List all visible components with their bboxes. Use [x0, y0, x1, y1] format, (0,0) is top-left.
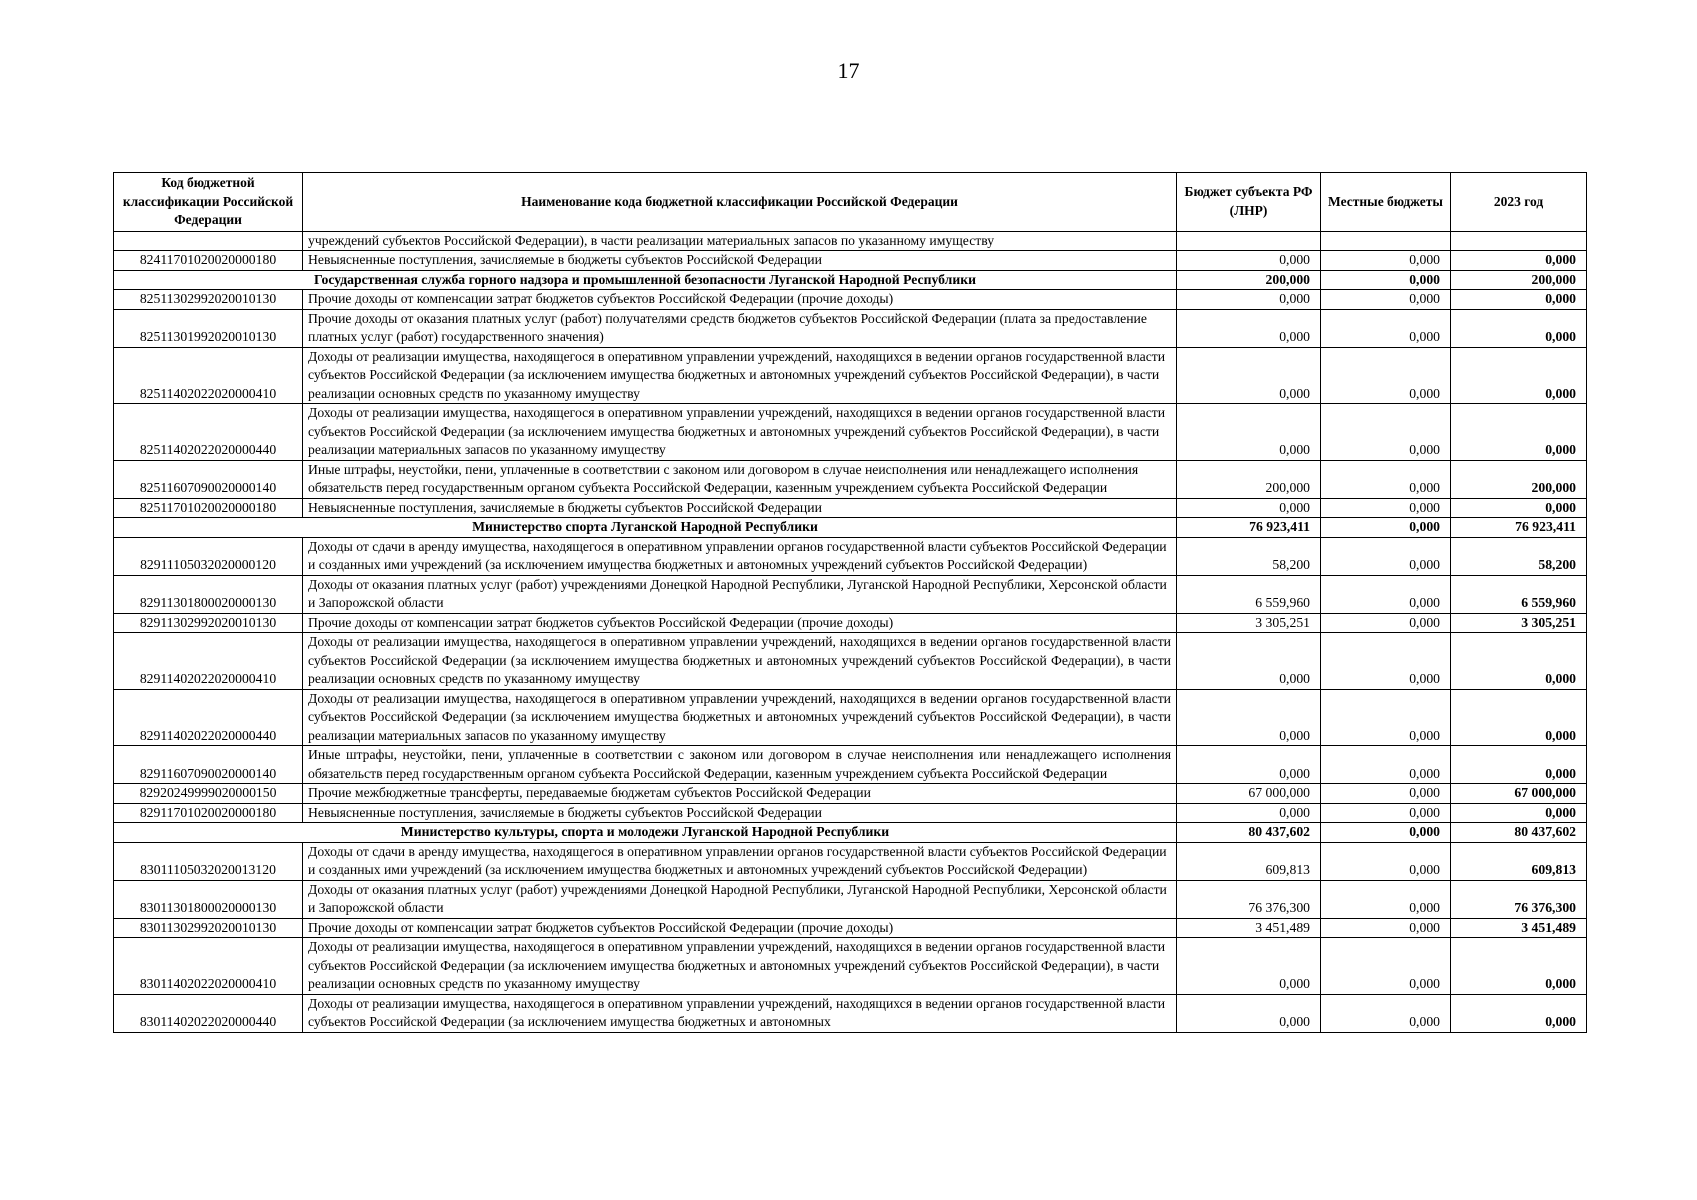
code-name: Доходы от реализации имущества, находящегося в оперативном управлении учреждений, находящихся в ведении органов государственной власти субъектов Российской Федерации (за исключением имущества бюджетных и автономных учреждений субъектов Российской Федерации), в части реализации материальных запасов по указанному имуществу — [303, 689, 1177, 746]
subject-budget-value: 0,000 — [1177, 938, 1321, 995]
table-row — [114, 460, 1587, 498]
subject-budget-value: 76 376,300 — [1177, 880, 1321, 918]
code-name: Иные штрафы, неустойки, пени, уплаченные в соответствии с законом или договором в случае неисполнения или ненадлежащего исполнения обязательств перед государственным органом субъекта Российской Федерации, казенным учреждением субъекта Российской Федерации — [303, 746, 1177, 784]
budget-code: 83011301800020000130 — [114, 880, 303, 918]
header-year: 2023 год — [1451, 173, 1587, 232]
year-total-value: 76 376,300 — [1451, 880, 1587, 918]
subject-budget-value: 200,000 — [1177, 270, 1321, 290]
table-row — [114, 633, 1587, 690]
year-total-value: 200,000 — [1451, 270, 1587, 290]
table-body — [114, 231, 1587, 1032]
budget-code: 82911301800020000130 — [114, 575, 303, 613]
year-total-value: 0,000 — [1451, 689, 1587, 746]
subject-budget-value: 0,000 — [1177, 803, 1321, 823]
subject-budget-value: 3 451,489 — [1177, 918, 1321, 938]
budget-code: 82511302992020010130 — [114, 290, 303, 310]
table-row — [114, 231, 1587, 251]
local-budgets-value: 0,000 — [1321, 537, 1451, 575]
header-name: Наименование кода бюджетной классификации Российской Федерации — [303, 173, 1177, 232]
local-budgets-value: 0,000 — [1321, 290, 1451, 310]
code-name: Доходы от реализации имущества, находящегося в оперативном управлении учреждений, находящихся в ведении органов государственной власти субъектов Российской Федерации (за исключением имущества бюджетных и автономных учреждений субъектов Российской Федерации), в части реализации основных средств по указанному имуществу — [303, 633, 1177, 690]
year-total-value: 3 305,251 — [1451, 613, 1587, 633]
budget-code: 82511402022020000440 — [114, 404, 303, 461]
year-total-value: 80 437,602 — [1451, 823, 1587, 843]
subject-budget-value: 200,000 — [1177, 460, 1321, 498]
local-budgets-value: 0,000 — [1321, 823, 1451, 843]
year-total-value: 0,000 — [1451, 498, 1587, 518]
code-name: Доходы от оказания платных услуг (работ) учреждениями Донецкой Народной Республики, Луганской Народной Республики, Херсонской области и Запорожской области — [303, 880, 1177, 918]
subject-budget-value: 0,000 — [1177, 994, 1321, 1032]
year-total-value: 0,000 — [1451, 347, 1587, 404]
subject-budget-value: 0,000 — [1177, 290, 1321, 310]
subject-budget-value: 0,000 — [1177, 633, 1321, 690]
code-name: Невыясненные поступления, зачисляемые в бюджеты субъектов Российской Федерации — [303, 803, 1177, 823]
section-row — [114, 518, 1587, 538]
year-total-value: 0,000 — [1451, 803, 1587, 823]
local-budgets-value: 0,000 — [1321, 803, 1451, 823]
local-budgets-value: 0,000 — [1321, 404, 1451, 461]
table-header — [114, 173, 1587, 232]
year-total-value: 0,000 — [1451, 938, 1587, 995]
subject-budget-value: 0,000 — [1177, 404, 1321, 461]
table-row — [114, 746, 1587, 784]
table-row — [114, 613, 1587, 633]
year-total-value: 0,000 — [1451, 290, 1587, 310]
code-name: Прочие межбюджетные трансферты, передаваемые бюджетам субъектов Российской Федерации — [303, 784, 1177, 804]
code-name: Доходы от оказания платных услуг (работ) учреждениями Донецкой Народной Республики, Луганской Народной Республики, Херсонской области и Запорожской области — [303, 575, 1177, 613]
year-total-value: 0,000 — [1451, 251, 1587, 271]
section-title: Министерство культуры, спорта и молодежи Луганской Народной Республики — [114, 823, 1177, 843]
year-total-value — [1451, 231, 1587, 251]
budget-code: 83011302992020010130 — [114, 918, 303, 938]
year-total-value: 0,000 — [1451, 309, 1587, 347]
local-budgets-value: 0,000 — [1321, 880, 1451, 918]
local-budgets-value: 0,000 — [1321, 784, 1451, 804]
year-total-value: 67 000,000 — [1451, 784, 1587, 804]
table-row — [114, 309, 1587, 347]
subject-budget-value: 0,000 — [1177, 498, 1321, 518]
year-total-value: 3 451,489 — [1451, 918, 1587, 938]
section-row — [114, 270, 1587, 290]
subject-budget-value: 0,000 — [1177, 746, 1321, 784]
subject-budget-value: 0,000 — [1177, 689, 1321, 746]
budget-code — [114, 231, 303, 251]
year-total-value: 76 923,411 — [1451, 518, 1587, 538]
subject-budget-value: 3 305,251 — [1177, 613, 1321, 633]
table-row — [114, 938, 1587, 995]
budget-code: 83011402022020000440 — [114, 994, 303, 1032]
code-name: Прочие доходы от оказания платных услуг (работ) получателями средств бюджетов субъектов Российской Федерации (плата за предоставление платных услуг (работ) государственного значения) — [303, 309, 1177, 347]
budget-code: 82511701020020000180 — [114, 498, 303, 518]
section-row — [114, 823, 1587, 843]
code-name: Доходы от сдачи в аренду имущества, находящегося в оперативном управлении органов государственной власти субъектов Российской Федерации и созданных ими учреждений (за исключением имущества бюджетных и автономных учреждений субъектов Российской Федерации) — [303, 537, 1177, 575]
local-budgets-value — [1321, 231, 1451, 251]
header-local-budgets: Местные бюджеты — [1321, 173, 1451, 232]
local-budgets-value: 0,000 — [1321, 575, 1451, 613]
budget-code: 82911402022020000440 — [114, 689, 303, 746]
code-name: Доходы от реализации имущества, находящегося в оперативном управлении учреждений, находящихся в ведении органов государственной власти субъектов Российской Федерации (за исключением имущества бюджетных и автономных учреждений субъектов Российской Федерации), в части реализации основных средств по указанному имуществу — [303, 347, 1177, 404]
table-row — [114, 290, 1587, 310]
local-budgets-value: 0,000 — [1321, 347, 1451, 404]
budget-code: 82911607090020000140 — [114, 746, 303, 784]
budget-code: 83011402022020000410 — [114, 938, 303, 995]
year-total-value: 6 559,960 — [1451, 575, 1587, 613]
year-total-value: 0,000 — [1451, 404, 1587, 461]
table-row — [114, 498, 1587, 518]
budget-code: 82920249999020000150 — [114, 784, 303, 804]
budget-code: 82511607090020000140 — [114, 460, 303, 498]
subject-budget-value — [1177, 231, 1321, 251]
subject-budget-value: 609,813 — [1177, 842, 1321, 880]
table-row — [114, 784, 1587, 804]
year-total-value: 200,000 — [1451, 460, 1587, 498]
subject-budget-value: 67 000,000 — [1177, 784, 1321, 804]
table-row — [114, 803, 1587, 823]
header-subject-budget: Бюджет субъекта РФ (ЛНР) — [1177, 173, 1321, 232]
subject-budget-value: 0,000 — [1177, 309, 1321, 347]
page-number: 17 — [837, 58, 860, 83]
code-name: Невыясненные поступления, зачисляемые в бюджеты субъектов Российской Федерации — [303, 251, 1177, 271]
table-row — [114, 404, 1587, 461]
local-budgets-value: 0,000 — [1321, 918, 1451, 938]
budget-code: 82511402022020000410 — [114, 347, 303, 404]
table-row — [114, 347, 1587, 404]
table-row — [114, 689, 1587, 746]
code-name: Доходы от реализации имущества, находящегося в оперативном управлении учреждений, находящихся в ведении органов государственной власти субъектов Российской Федерации (за исключением имущества бюджетных и автономных — [303, 994, 1177, 1032]
subject-budget-value: 58,200 — [1177, 537, 1321, 575]
table-row — [114, 842, 1587, 880]
code-name: Иные штрафы, неустойки, пени, уплаченные в соответствии с законом или договором в случае неисполнения или ненадлежащего исполнения обязательств перед государственным органом субъекта Российской Федерации, казенным учреждением субъекта Российской Федерации — [303, 460, 1177, 498]
year-total-value: 0,000 — [1451, 994, 1587, 1032]
subject-budget-value: 6 559,960 — [1177, 575, 1321, 613]
code-name: Доходы от сдачи в аренду имущества, находящегося в оперативном управлении органов государственной власти субъектов Российской Федерации и созданных ими учреждений (за исключением имущества бюджетных и автономных учреждений субъектов Российской Федерации) — [303, 842, 1177, 880]
budget-code: 82911701020020000180 — [114, 803, 303, 823]
year-total-value: 609,813 — [1451, 842, 1587, 880]
budget-table — [113, 172, 1587, 1033]
code-name: Прочие доходы от компенсации затрат бюджетов субъектов Российской Федерации (прочие доходы) — [303, 918, 1177, 938]
local-budgets-value: 0,000 — [1321, 309, 1451, 347]
local-budgets-value: 0,000 — [1321, 633, 1451, 690]
budget-code: 82411701020020000180 — [114, 251, 303, 271]
local-budgets-value: 0,000 — [1321, 842, 1451, 880]
local-budgets-value: 0,000 — [1321, 746, 1451, 784]
budget-code: 82911402022020000410 — [114, 633, 303, 690]
budget-code: 83011105032020013120 — [114, 842, 303, 880]
local-budgets-value: 0,000 — [1321, 460, 1451, 498]
local-budgets-value: 0,000 — [1321, 613, 1451, 633]
table-row — [114, 880, 1587, 918]
code-name: Доходы от реализации имущества, находящегося в оперативном управлении учреждений, находящихся в ведении органов государственной власти субъектов Российской Федерации (за исключением имущества бюджетных и автономных учреждений субъектов Российской Федерации), в части реализации материальных запасов по указанному имуществу — [303, 404, 1177, 461]
year-total-value: 58,200 — [1451, 537, 1587, 575]
budget-code: 82511301992020010130 — [114, 309, 303, 347]
local-budgets-value: 0,000 — [1321, 938, 1451, 995]
year-total-value: 0,000 — [1451, 633, 1587, 690]
local-budgets-value: 0,000 — [1321, 994, 1451, 1032]
section-title: Министерство спорта Луганской Народной Республики — [114, 518, 1177, 538]
subject-budget-value: 0,000 — [1177, 251, 1321, 271]
table-row — [114, 918, 1587, 938]
local-budgets-value: 0,000 — [1321, 251, 1451, 271]
budget-code: 82911302992020010130 — [114, 613, 303, 633]
local-budgets-value: 0,000 — [1321, 689, 1451, 746]
subject-budget-value: 0,000 — [1177, 347, 1321, 404]
table-row — [114, 575, 1587, 613]
subject-budget-value: 80 437,602 — [1177, 823, 1321, 843]
code-name: Доходы от реализации имущества, находящегося в оперативном управлении учреждений, находящихся в ведении органов государственной власти субъектов Российской Федерации (за исключением имущества бюджетных и автономных учреждений субъектов Российской Федерации), в части реализации основных средств по указанному имуществу — [303, 938, 1177, 995]
section-title: Государственная служба горного надзора и промышленной безопасности Луганской Народной Республики — [114, 270, 1177, 290]
local-budgets-value: 0,000 — [1321, 518, 1451, 538]
code-name: учреждений субъектов Российской Федерации), в части реализации материальных запасов по указанному имуществу — [303, 231, 1177, 251]
code-name: Невыясненные поступления, зачисляемые в бюджеты субъектов Российской Федерации — [303, 498, 1177, 518]
table-row — [114, 994, 1587, 1032]
year-total-value: 0,000 — [1451, 746, 1587, 784]
code-name: Прочие доходы от компенсации затрат бюджетов субъектов Российской Федерации (прочие доходы) — [303, 290, 1177, 310]
budget-code: 82911105032020000120 — [114, 537, 303, 575]
subject-budget-value: 76 923,411 — [1177, 518, 1321, 538]
table-row — [114, 251, 1587, 271]
header-code: Код бюджетной классификации Российской Федерации — [114, 173, 303, 232]
code-name: Прочие доходы от компенсации затрат бюджетов субъектов Российской Федерации (прочие доходы) — [303, 613, 1177, 633]
local-budgets-value: 0,000 — [1321, 270, 1451, 290]
local-budgets-value: 0,000 — [1321, 498, 1451, 518]
table-row — [114, 537, 1587, 575]
